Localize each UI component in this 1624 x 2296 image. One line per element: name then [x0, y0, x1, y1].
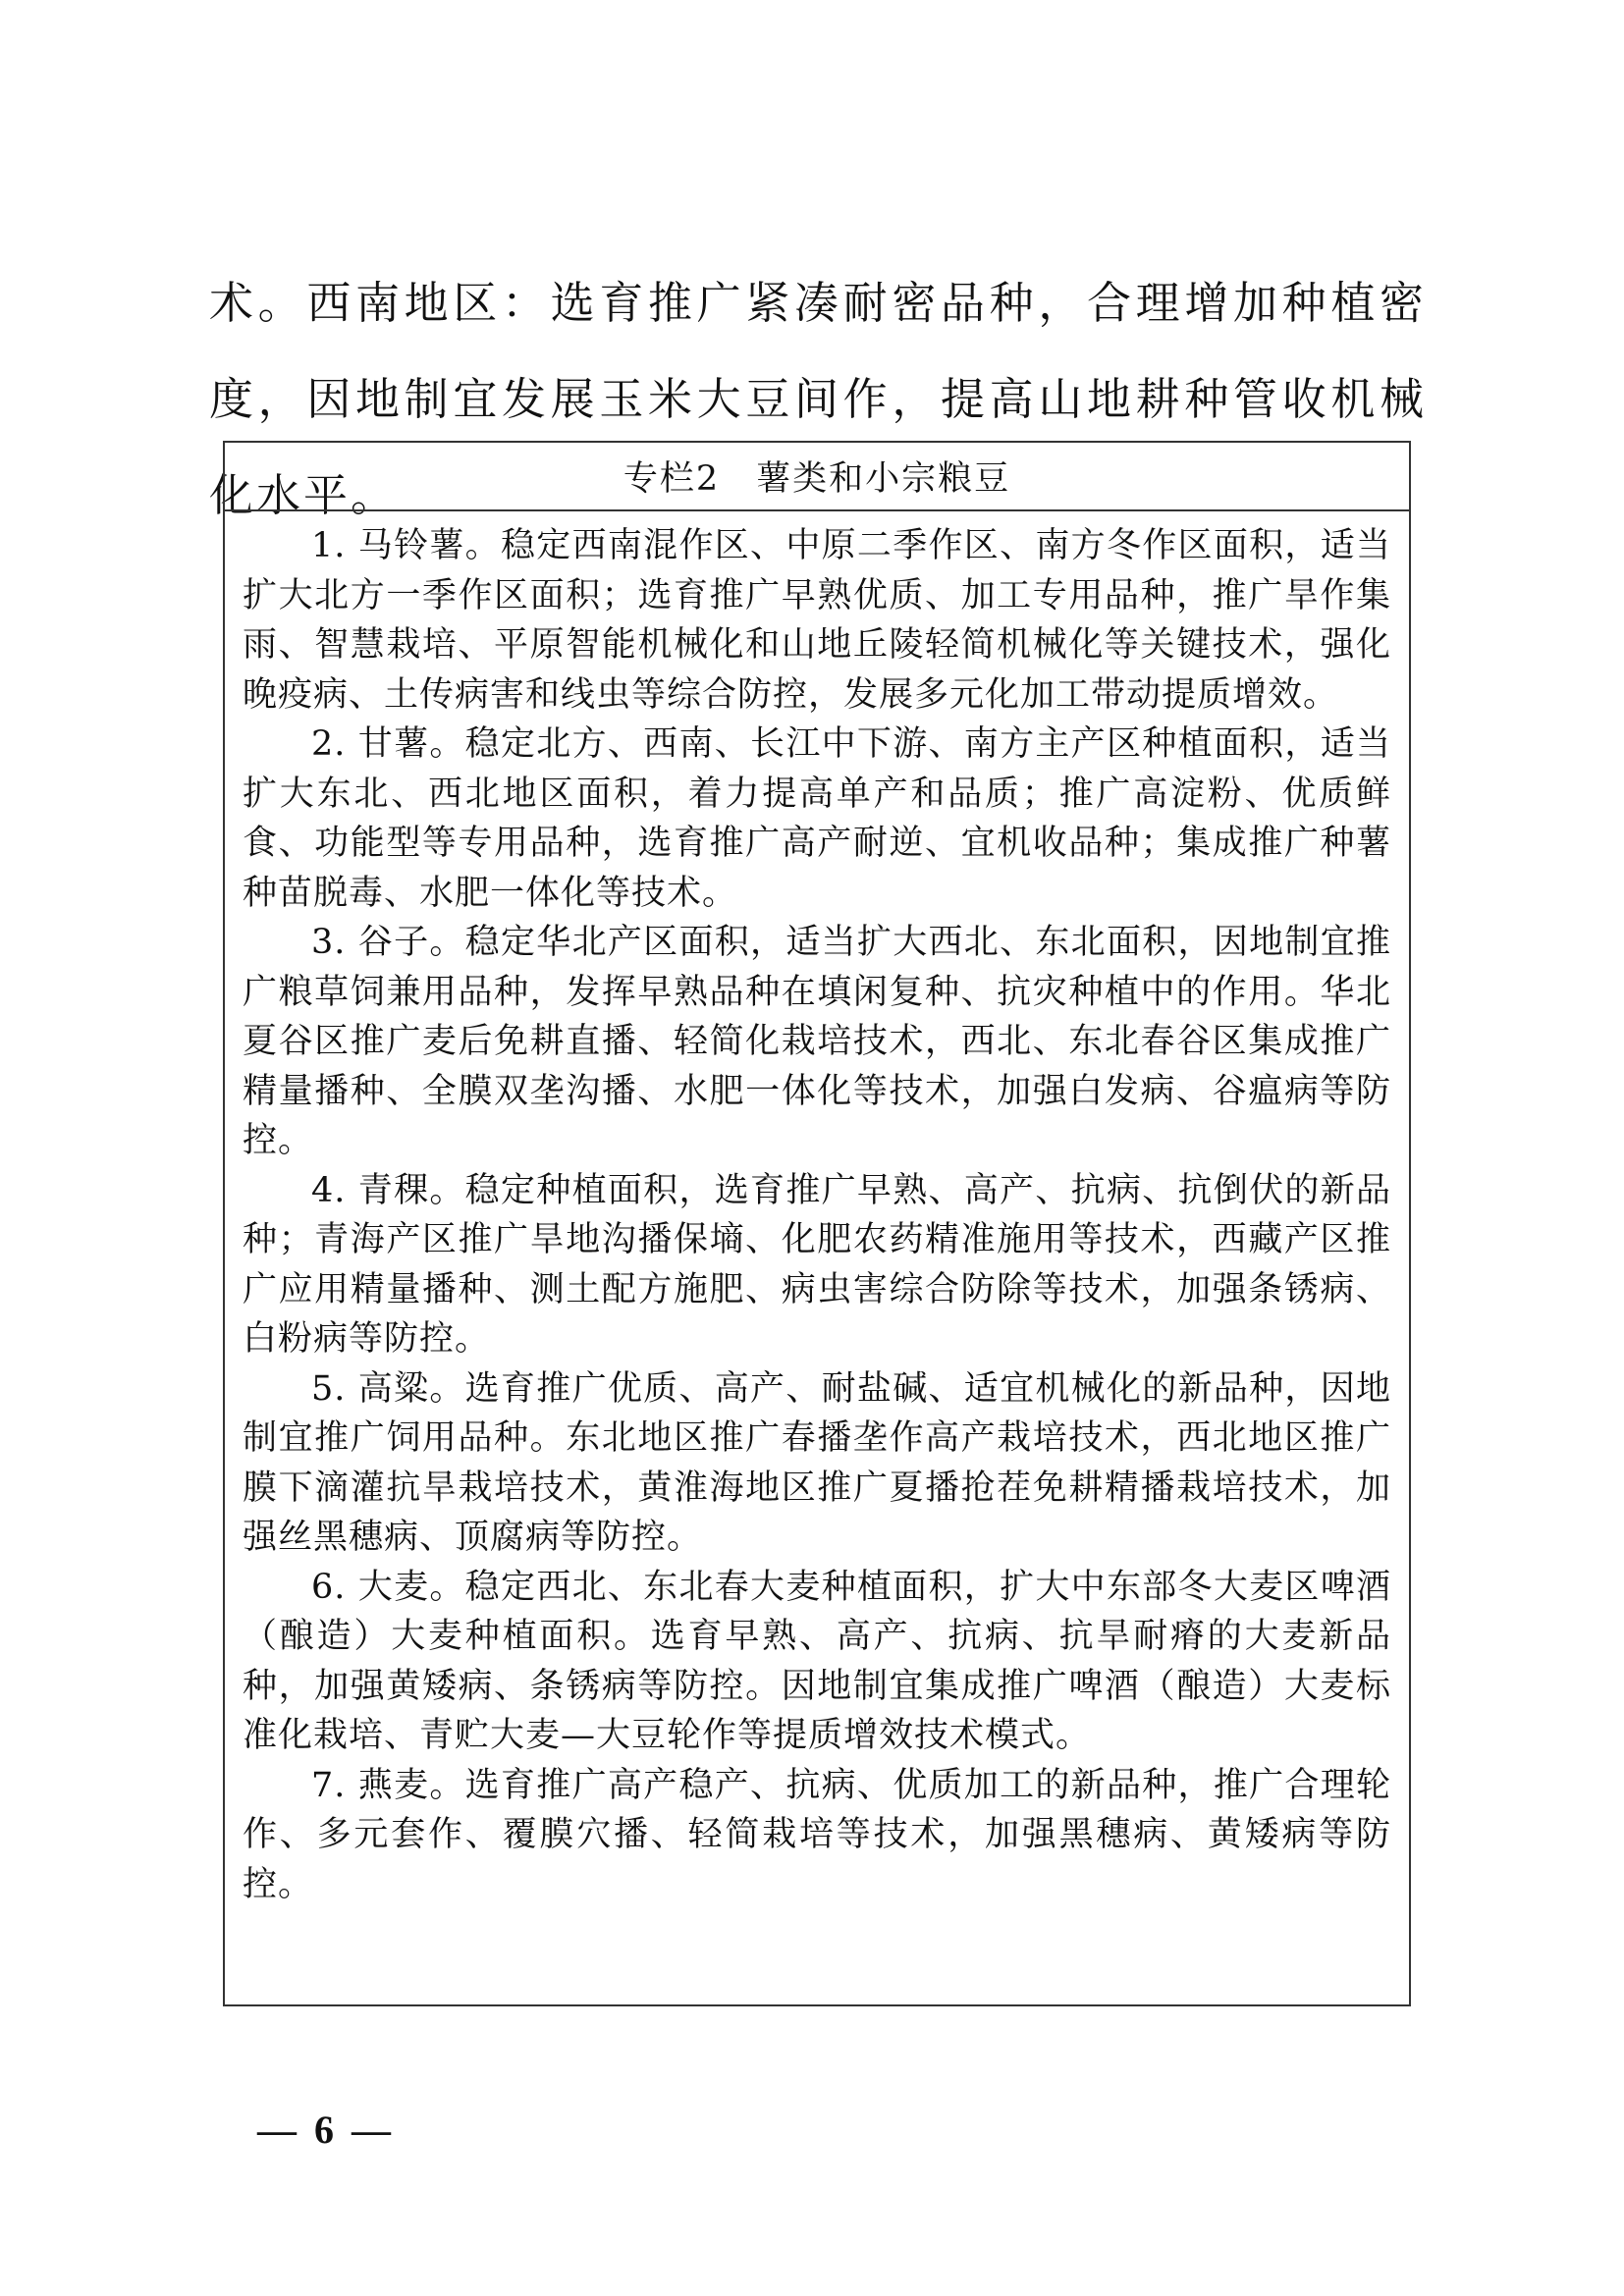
- item-oats: 7. 燕麦。选育推广高产稳产、抗病、优质加工的新品种，推广合理轮作、多元套作、覆膜穴播、轻简栽培等技术，加强黑穗病、黄矮病等防控。: [243, 1765, 1391, 1904]
- item-highland-barley: 4. 青稞。稳定种植面积，选育推广早熟、高产、抗病、抗倒伏的新品种；青海产区推广旱地沟播保墒、化肥农药精准施用等技术，西藏产区推广应用精量播种、测土配方施肥、病虫害综合防除等技术，加强条锈病、白粉病等防控。: [243, 1170, 1391, 1359]
- intro-paragraph: 术。西南地区：选育推广紧凑耐密品种，合理增加种植密度，因地制宜发展玉米大豆间作，提高山地耕种管收机械化水平。: [209, 277, 1427, 521]
- item-millet: 3. 谷子。稳定华北产区面积，适当扩大西北、东北面积，因地制宜推广粮草饲兼用品种，发挥早熟品种在填闲复种、抗灾种植中的作用。华北夏谷区推广麦后免耕直播、轻简化栽培技术，西北、东北春谷区集成推广精量播种、全膜双垄沟播、水肥一体化等技术，加强白发病、谷瘟病等防控。: [243, 923, 1391, 1160]
- item-barley: 6. 大麦。稳定西北、东北春大麦种植面积，扩大中东部冬大麦区啤酒（酿造）大麦种植面积。选育早熟、高产、抗病、抗旱耐瘠的大麦新品种，加强黄矮病、条锈病等防控。因地制宜集成推广啤酒（酿造）大麦标准化栽培、青贮大麦—大豆轮作等提质增效技术模式。: [243, 1567, 1391, 1755]
- item-sweet-potato: 2. 甘薯。稳定北方、西南、长江中下游、南方主产区种植面积，适当扩大东北、西北地区面积，着力提高单产和品质；推广高淀粉、优质鲜食、功能型等专用品种，选育推广高产耐逆、宜机收品种；集成推广种薯种苗脱毒、水肥一体化等技术。: [243, 724, 1391, 913]
- page-number: — 6 —: [257, 2108, 395, 2152]
- column-body: [225, 511, 1409, 1909]
- item-sorghum: 5. 高粱。选育推广优质、高产、耐盐碱、适宜机械化的新品种，因地制宜推广饲用品种。东北地区推广春播垄作高产栽培技术，西北地区推广膜下滴灌抗旱栽培技术，黄淮海地区推广夏播抢茬免耕精播栽培技术，加强丝黑穗病、顶腐病等防控。: [243, 1368, 1391, 1557]
- item-potato: 1. 马铃薯。稳定西南混作区、中原二季作区、南方冬作区面积，适当扩大北方一季作区面积；选育推广早熟优质、加工专用品种，推广旱作集雨、智慧栽培、平原智能机械化和山地丘陵轻简机械化等关键技术，强化晚疫病、土传病害和线虫等综合防控，发展多元化加工带动提质增效。: [243, 526, 1391, 715]
- column-title: 专栏2 薯类和小宗粮豆: [225, 443, 1409, 511]
- column-box: [223, 441, 1411, 2006]
